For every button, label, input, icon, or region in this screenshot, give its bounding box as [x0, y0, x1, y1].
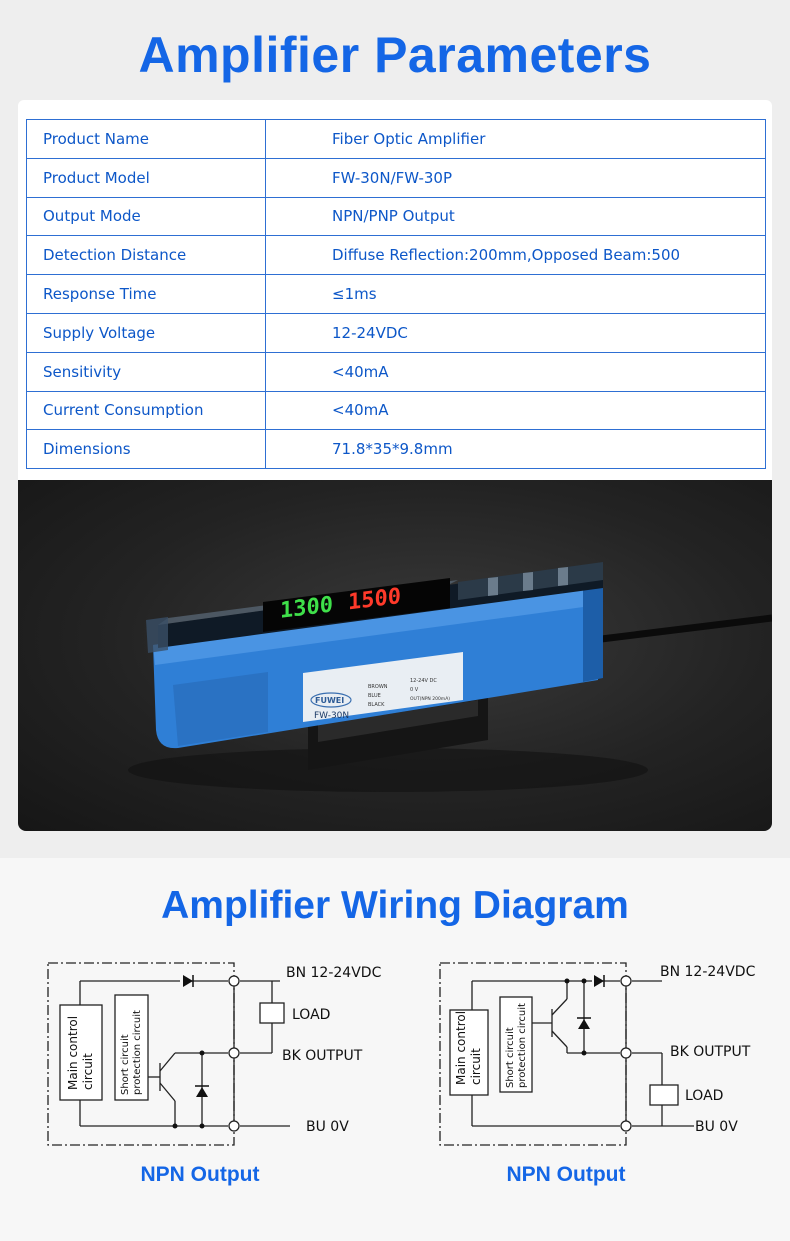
- param-label: Current Consumption: [27, 391, 266, 430]
- terminal-bn: [621, 976, 631, 986]
- param-label: Supply Voltage: [27, 313, 266, 352]
- param-label: Output Mode: [27, 197, 266, 236]
- param-row: [27, 197, 766, 236]
- terminal-bu: [229, 1121, 239, 1131]
- protection-circuit-label: Short circuitprotection circuit: [120, 1010, 143, 1095]
- param-row: [27, 430, 766, 469]
- svg-text:0 V: 0 V: [410, 687, 419, 693]
- sensor-illustration: [18, 480, 772, 831]
- product-photo: [18, 480, 772, 831]
- svg-text:BROWN: BROWN: [368, 684, 388, 690]
- main-control-label: Main controlcircuit: [454, 1010, 483, 1085]
- diode-icon: [183, 975, 193, 987]
- param-row: [27, 391, 766, 430]
- bn-label: BN 12-24VDC: [660, 964, 756, 980]
- bk-output-label: BK OUTPUT: [670, 1044, 751, 1060]
- bu-label: BU 0V: [695, 1119, 738, 1135]
- svg-text:OUT(NPN 200mA): OUT(NPN 200mA): [410, 697, 451, 702]
- param-label: Product Name: [27, 120, 266, 159]
- param-label: Response Time: [27, 275, 266, 314]
- terminal-bk: [229, 1048, 239, 1058]
- protection-circuit-label: Short circuitprotection circuit: [505, 1003, 528, 1088]
- param-value: 71.8*35*9.8mm: [266, 430, 766, 469]
- param-row: [27, 275, 766, 314]
- param-value: Fiber Optic Amplifier: [266, 120, 766, 159]
- zener-icon: [196, 1087, 208, 1097]
- main-control-label: Main controlcircuit: [66, 1015, 95, 1090]
- param-row: [27, 120, 766, 159]
- terminal-bk: [621, 1048, 631, 1058]
- param-value: <40mA: [266, 352, 766, 391]
- svg-text:BLACK: BLACK: [368, 702, 385, 708]
- caption-right: NPN Output: [506, 1163, 626, 1186]
- param-row: [27, 352, 766, 391]
- bn-label: BN 12-24VDC: [286, 965, 382, 981]
- diode-icon: [594, 975, 604, 987]
- terminal-bn: [229, 976, 239, 986]
- param-label: Dimensions: [27, 430, 266, 469]
- param-value: NPN/PNP Output: [266, 197, 766, 236]
- brand-logo: FUWEI: [315, 696, 345, 705]
- param-value: <40mA: [266, 391, 766, 430]
- load-label: LOAD: [685, 1088, 724, 1104]
- bu-label: BU 0V: [306, 1119, 349, 1135]
- parameters-title: Amplifier Parameters: [138, 27, 652, 83]
- param-value: 12-24VDC: [266, 313, 766, 352]
- cable: [593, 618, 772, 640]
- param-value: ≤1ms: [266, 275, 766, 314]
- param-value: FW-30N/FW-30P: [266, 158, 766, 197]
- svg-text:12-24V DC: 12-24V DC: [410, 678, 437, 684]
- load-label: LOAD: [292, 1007, 331, 1023]
- svg-text:BLUE: BLUE: [368, 693, 381, 699]
- model-label: FW-30N: [314, 711, 350, 721]
- param-row: [27, 158, 766, 197]
- display-red-value: 1500: [348, 584, 401, 616]
- parameters-table: [26, 119, 766, 469]
- wiring-diagram-right: [432, 955, 787, 1155]
- load-resistor: [650, 1085, 678, 1105]
- display-green-value: 1300: [280, 592, 333, 624]
- caption-left: NPN Output: [140, 1163, 260, 1186]
- wiring-title: Amplifier Wiring Diagram: [161, 884, 629, 927]
- terminal-bu: [621, 1121, 631, 1131]
- load-resistor: [260, 1003, 284, 1023]
- param-label: Sensitivity: [27, 352, 266, 391]
- bk-output-label: BK OUTPUT: [282, 1048, 363, 1064]
- param-label: Product Model: [27, 158, 266, 197]
- param-value: Diffuse Reflection:200mm,Opposed Beam:500: [266, 236, 766, 275]
- wiring-diagram-left: [40, 955, 400, 1155]
- param-row: [27, 236, 766, 275]
- param-row: [27, 313, 766, 352]
- param-label: Detection Distance: [27, 236, 266, 275]
- zener-icon: [578, 1019, 590, 1029]
